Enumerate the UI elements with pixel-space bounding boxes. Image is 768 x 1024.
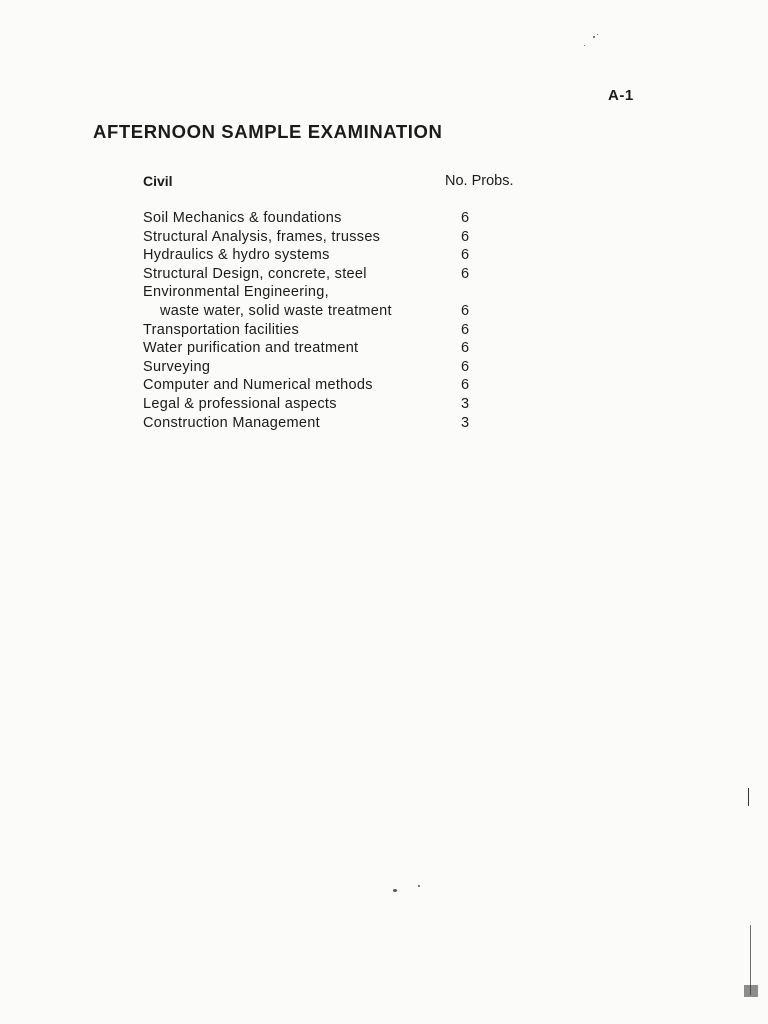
subject-label: Water purification and treatment xyxy=(143,340,359,357)
count-column-header: No. Probs. xyxy=(445,173,514,189)
problem-count: 3 xyxy=(461,414,470,431)
problem-count: 6 xyxy=(461,210,470,226)
table-row xyxy=(143,246,483,265)
problem-count: 6 xyxy=(461,321,470,338)
table-row xyxy=(143,414,483,433)
table-row xyxy=(143,339,483,358)
page-number: A-1 xyxy=(608,87,634,104)
problem-count: 6 xyxy=(461,358,470,375)
table-row xyxy=(143,265,483,284)
table-row xyxy=(143,376,483,395)
scan-speck xyxy=(418,885,420,887)
scan-edge-mark xyxy=(748,788,749,806)
table-row xyxy=(143,283,483,302)
table-row xyxy=(143,302,483,321)
table-row xyxy=(143,395,483,414)
subject-label: Hydraulics & hydro systems xyxy=(143,247,330,264)
subject-label: Construction Management xyxy=(143,414,320,431)
scan-speck xyxy=(393,889,397,892)
subject-table xyxy=(143,209,483,432)
subject-label: Computer and Numerical methods xyxy=(143,377,373,394)
subject-label: Transportation facilities xyxy=(143,321,300,338)
problem-count: 6 xyxy=(461,302,470,319)
subject-label: Structural Analysis, frames, trusses xyxy=(143,228,381,245)
scan-speck xyxy=(593,36,595,38)
table-row xyxy=(143,228,483,247)
scan-speck xyxy=(597,34,598,35)
page-title: AFTERNOON SAMPLE EXAMINATION xyxy=(93,121,443,142)
problem-count: 6 xyxy=(461,377,470,394)
problem-count: 3 xyxy=(461,395,470,412)
problem-count: 6 xyxy=(461,265,470,282)
table-row xyxy=(143,358,483,377)
problem-count: 6 xyxy=(461,247,470,264)
subject-label: Soil Mechanics & foundations xyxy=(143,210,342,226)
subject-column-header: Civil xyxy=(143,173,173,189)
table-row xyxy=(143,321,483,340)
scan-edge-mark xyxy=(744,985,758,997)
subject-label: Legal & professional aspects xyxy=(143,395,337,412)
scan-speck xyxy=(584,45,585,46)
subject-label: Surveying xyxy=(143,358,211,375)
problem-count: 6 xyxy=(461,228,470,245)
subject-label-continuation: waste water, solid waste treatment xyxy=(160,302,392,319)
table-row xyxy=(143,209,483,228)
subject-label: Environmental Engineering, xyxy=(143,284,329,301)
problem-count: 6 xyxy=(461,340,470,357)
subject-label: Structural Design, concrete, steel xyxy=(143,265,367,282)
